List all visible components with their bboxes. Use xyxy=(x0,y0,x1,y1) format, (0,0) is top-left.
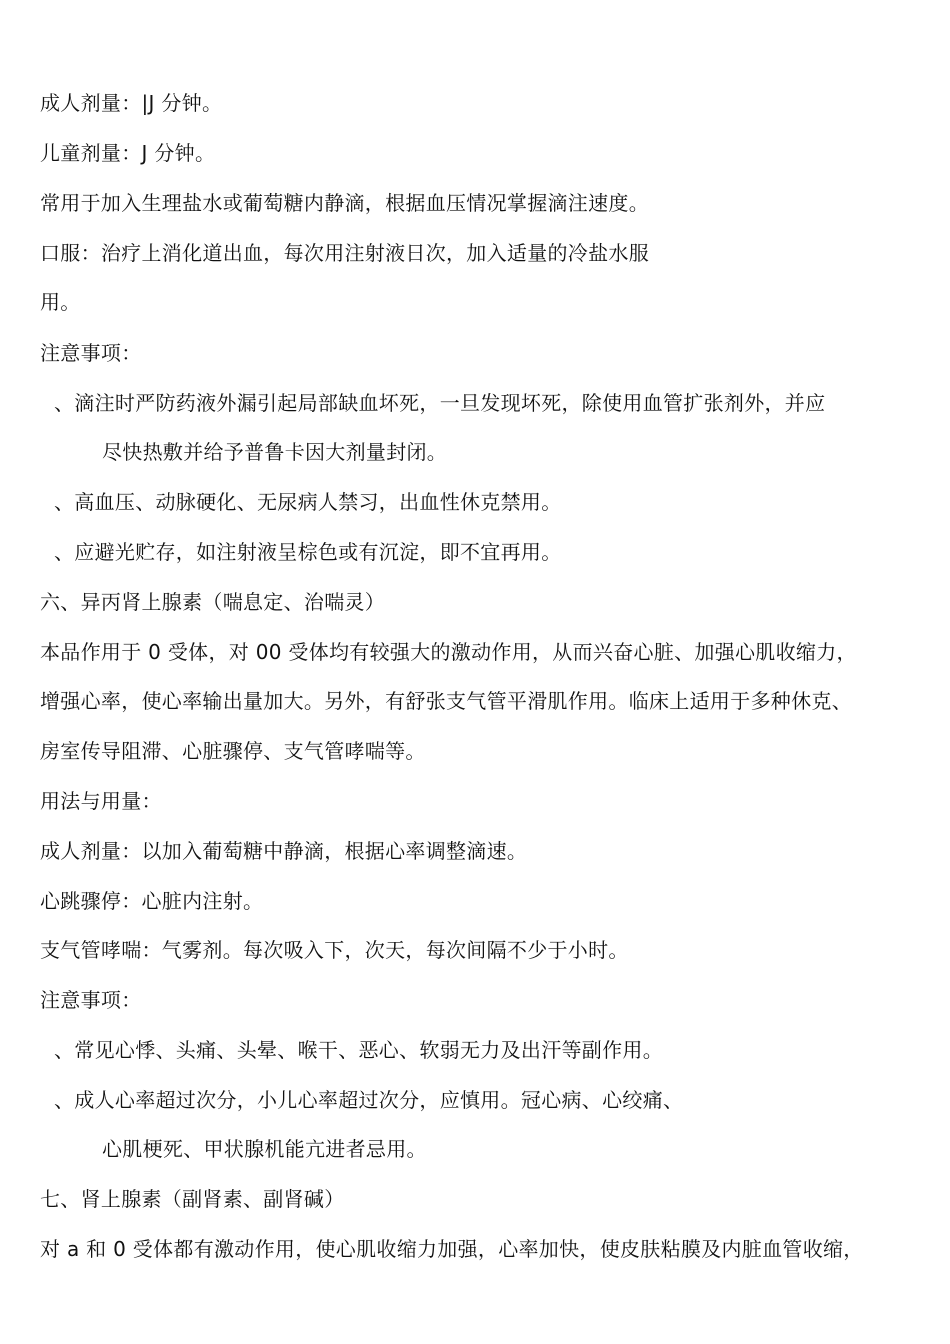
asthma-line: 支气管哮喘：气雾剂。每次吸入下，次天，每次间隔不少于小时。 xyxy=(40,938,629,962)
child-dosage-line: 儿童剂量：J 分钟。 xyxy=(40,141,216,165)
precautions-heading: 注意事项： xyxy=(40,341,142,365)
adult-dosage-line: 成人剂量：以加入葡萄糖中静滴，根据心率调整滴速。 xyxy=(40,839,528,863)
oral-line: 口服：治疗上消化道出血，每次用注射液日次，加入适量的冷盐水服 xyxy=(40,241,649,265)
paragraph-line: 房室传导阻滞、心脏骤停、支气管哮喘等。 xyxy=(40,739,426,763)
section-heading-six: 六、异丙肾上腺素（喘息定、治喘灵） xyxy=(40,590,386,614)
iv-drip-line: 常用于加入生理盐水或葡萄糖内静滴，根据血压情况掌握滴注速度。 xyxy=(40,191,649,215)
precaution-item: 、应避光贮存，如注射液呈棕色或有沉淀，即不宜再用。 xyxy=(54,540,562,564)
section-heading-seven: 七、肾上腺素（副肾素、副肾碱） xyxy=(40,1187,345,1211)
precaution-item-cont: 尽快热敷并给予普鲁卡因大剂量封闭。 xyxy=(102,440,448,464)
precaution-item-cont: 心肌梗死、甲状腺机能亢进者忌用。 xyxy=(102,1137,427,1161)
paragraph-line: 对 a 和 0 受体都有激动作用，使心肌收缩力加强，心率加快，使皮肤粘膜及内脏血管收缩， xyxy=(40,1237,864,1261)
precaution-item: 、成人心率超过次分，小儿心率超过次分，应慎用。冠心病、心绞痛、 xyxy=(54,1088,684,1112)
precaution-item: 、常见心悸、头痛、头晕、喉干、恶心、软弱无力及出汗等副作用。 xyxy=(54,1038,663,1062)
adult-dosage-line: 成人剂量：|J 分钟。 xyxy=(40,91,223,115)
precaution-item: 、高血压、动脉硬化、无尿病人禁习，出血性休克禁用。 xyxy=(54,490,562,514)
paragraph-line: 本品作用于 0 受体，对 00 受体均有较强大的激动作用，从而兴奋心脏、加强心肌收缩力， xyxy=(40,640,857,664)
precautions-heading: 注意事项： xyxy=(40,988,142,1012)
paragraph-line: 增强心率，使心率输出量加大。另外，有舒张支气管平滑肌作用。临床上适用于多种休克、 xyxy=(40,689,852,713)
cardiac-arrest-line: 心跳骤停：心脏内注射。 xyxy=(40,889,264,913)
usage-heading: 用法与用量： xyxy=(40,789,162,813)
oral-line-cont: 用。 xyxy=(40,290,81,314)
precaution-item: 、滴注时严防药液外漏引起局部缺血坏死，一旦发现坏死，除使用血管扩张剂外，并应 xyxy=(54,391,826,415)
